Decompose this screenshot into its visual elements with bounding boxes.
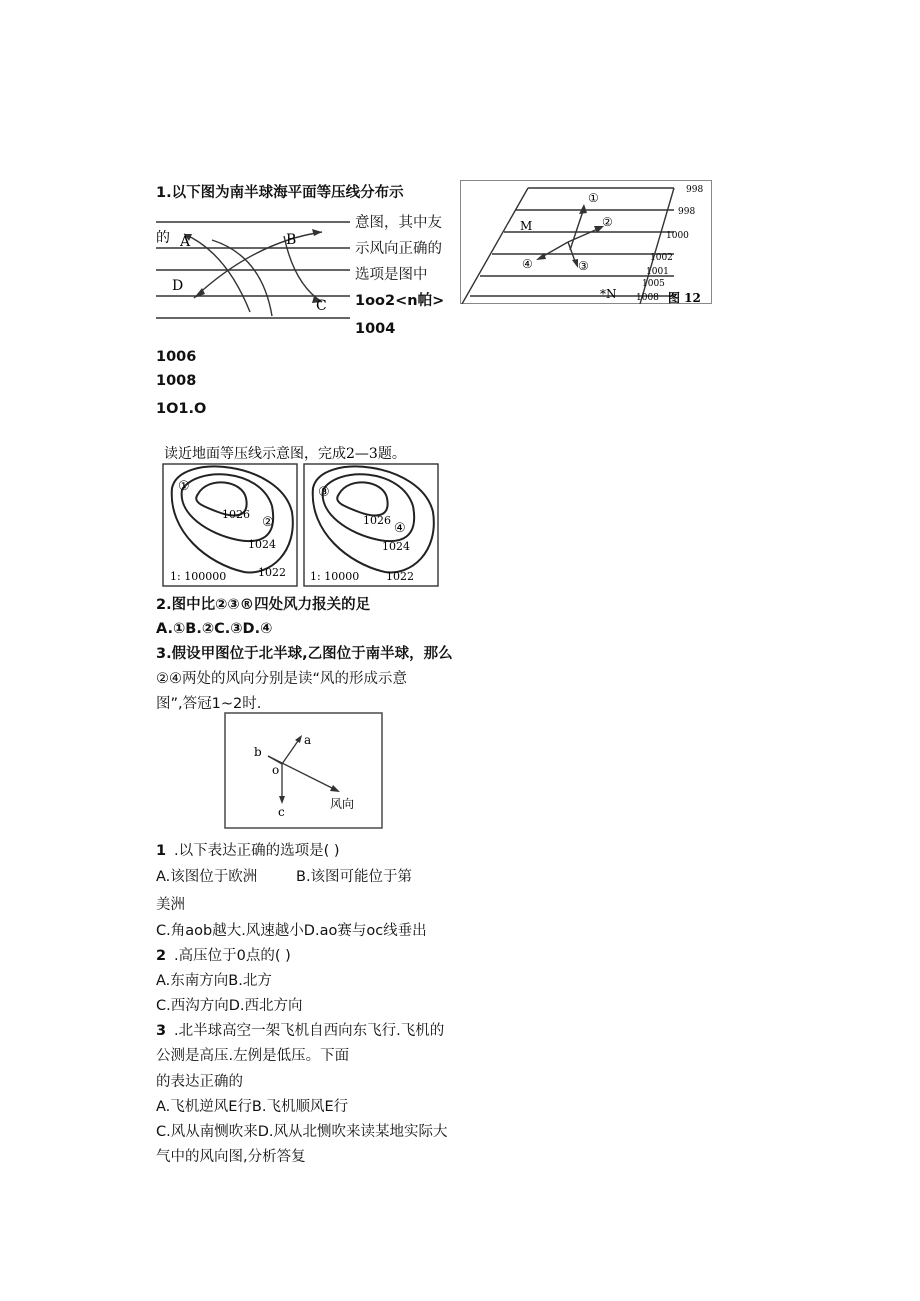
fig3-mark-3: ③: [318, 485, 330, 500]
fig3-mark-2: ②: [262, 515, 274, 530]
fig2-mark-4: ④: [522, 257, 533, 271]
s3-number: 3: [156, 1023, 167, 1039]
fig4-label-c: c: [278, 805, 285, 819]
s3-line2: 公测是高压.左例是低压。下面: [156, 1048, 350, 1064]
fig3-right-1026: 1026: [363, 514, 391, 527]
q3-line2: ②④两处的风向分别是读“风的形成示意: [156, 671, 408, 687]
q1-line2: 意图，其中友: [355, 215, 442, 231]
figure-isobar-arrows: [154, 212, 352, 324]
q3-line3: 图”,答冠1~2时.: [156, 696, 262, 712]
fig3-right-scale: 1: 10000: [310, 570, 360, 583]
s3-line1: .北半球高空一架飞机自西向东飞行.飞机的: [174, 1023, 445, 1039]
s3-end: 气中的风向图,分析答复: [156, 1149, 306, 1165]
q1-line1: 1.以下图为南半球海平面等压线分布示: [156, 185, 404, 201]
fig4-label-a: a: [304, 733, 312, 747]
s1-option-b: B.该图可能位于第: [296, 869, 413, 885]
fig1-label-d: D: [172, 278, 184, 294]
q1-line6: 1004: [355, 321, 396, 337]
s2-options-ab: A.东南方向B.北方: [156, 973, 272, 989]
s2-number: 2: [156, 948, 167, 964]
fig3-mark-4: ④: [394, 521, 406, 536]
fig1-label-b: B: [286, 232, 297, 248]
fig3-left-1022: 1022: [258, 566, 286, 579]
s1-options-cd: C.角aob越大.风速越小D.ao赛与oc线垂出: [156, 923, 427, 939]
fig1-label-top: 的: [156, 230, 170, 246]
s1-number: 1: [156, 843, 167, 859]
fig4-label-o: o: [272, 763, 280, 777]
fig1-label-c: C: [316, 298, 327, 314]
fig2-isobar-998a: 998: [686, 185, 704, 195]
fig2-isobar-1001: 1001: [646, 267, 669, 277]
s3-options-cd: C.风从南恻吹来D.风从北恻吹来读某地实际大: [156, 1124, 448, 1140]
fig3-mark-1: ①: [178, 479, 190, 494]
q1-line4: 选项是图中: [355, 267, 428, 283]
s1-option-b-cont: 美洲: [156, 897, 185, 913]
fig3-caption: 读近地面等压线示意图，完成2—3题。: [164, 446, 406, 462]
fig4-label-wind: 风向: [330, 797, 355, 811]
s1-text: .以下表达正确的选项是( ): [174, 843, 340, 859]
fig2-isobar-1002: 1002: [650, 253, 673, 263]
isobar-1010: 1O1.O: [156, 401, 207, 417]
q1-line3: 示风向正确的: [355, 241, 442, 257]
fig3-left-scale: 1: 100000: [170, 570, 227, 583]
s2-options-cd: C.西沟方向D.西北方向: [156, 998, 303, 1014]
fig2-isobar-998b: 998: [678, 207, 696, 217]
fig3-right-1022: 1022: [386, 570, 414, 583]
figure-closed-isobars: [160, 440, 450, 590]
isobar-1008: 1008: [156, 373, 197, 389]
fig2-label-m: M: [520, 219, 533, 233]
fig2-mark-2: ②: [602, 215, 613, 229]
fig3-left-1026: 1026: [222, 508, 250, 521]
fig1-label-a: A: [180, 234, 191, 250]
fig3-left-1024: 1024: [248, 538, 276, 551]
fig2-tag: 图 12: [668, 291, 701, 304]
fig2-isobar-1005: 1005: [642, 279, 665, 289]
fig3-right-1024: 1024: [382, 540, 410, 553]
fig2-isobar-1008: 1008: [636, 293, 659, 303]
s3-options-ab: A.飞机逆风E行B.飞机顺风E行: [156, 1099, 349, 1115]
s3-line3: 的表达正确的: [156, 1074, 243, 1090]
q2-options: A.①B.②C.③D.④: [156, 621, 273, 637]
s2-text: .高压位于0点的( ): [174, 948, 291, 964]
fig4-label-b: b: [254, 745, 262, 759]
fig2-mark-1: ①: [588, 191, 599, 205]
fig2-mark-3: ③: [578, 259, 589, 273]
q3-line1: 3.假设甲图位于北半球,乙图位于南半球，那么: [156, 646, 453, 662]
fig2-label-n: *N: [600, 287, 617, 301]
figure-wind-formation: [224, 712, 384, 830]
s1-option-a: A.该图位于欧洲: [156, 869, 258, 885]
fig2-isobar-1000: 1000: [666, 231, 689, 241]
isobar-1006: 1006: [156, 349, 197, 365]
figure-slanted-isobars: [460, 180, 712, 304]
q1-line5: 1oo2<n帕>: [355, 293, 445, 309]
q2-text: 2.图中比②③®四处风力报关的足: [156, 597, 371, 613]
